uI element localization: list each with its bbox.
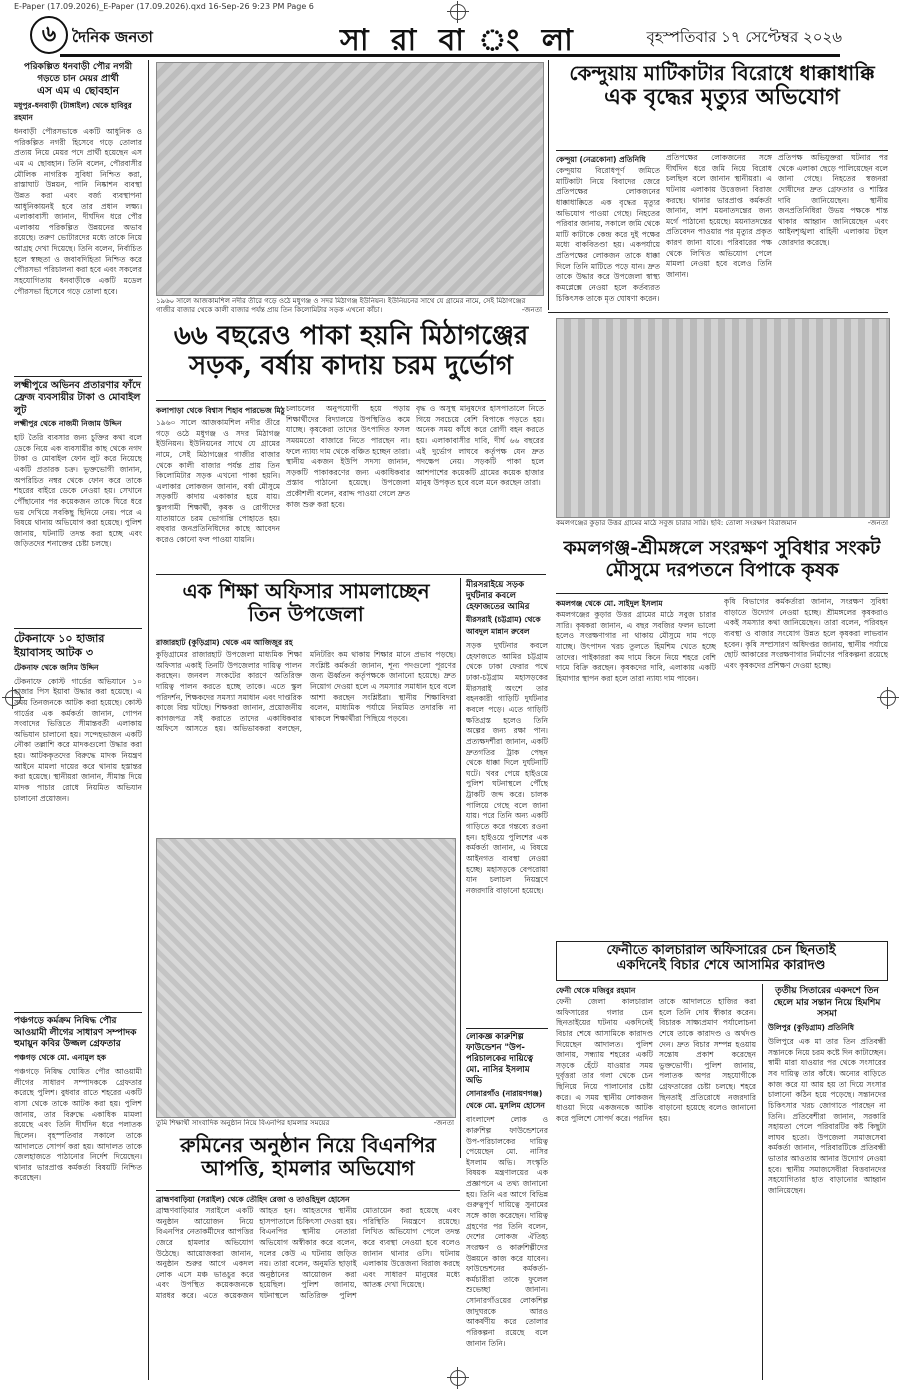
newspaper-name: দৈনিক জনতা xyxy=(72,28,153,46)
story-byline: কেন্দুয়া (নেত্রকোনা) প্রতিনিধি xyxy=(556,155,646,164)
story-byline: পঞ্চগড় থেকে মো. এনামুল হক xyxy=(14,1053,107,1063)
road-photo xyxy=(156,62,544,296)
divider xyxy=(548,312,888,313)
divider xyxy=(14,628,142,629)
story-kicker: পরিকল্পিত ধনবাড়ী পৌর নগরী গড়তে চান মেয়র প্রার্থী xyxy=(23,62,133,84)
story-body: উলিপুরে এক মা তার তিন প্রতিবন্ধী সন্তানকে নিয়ে চরম কষ্টে দিন কাটাচ্ছেন। স্বামী মারা যাওয়ার পর থেকে সংসারের সব দায়িত্ব তার কাঁধে। অন্যের বাড়িতে কাজ করে যা আয় হয় তা দিয়ে সংসার চালানো কঠিন হয়ে পড়েছে। সন্তানদের চিকিৎসার খরচ জোগাতে পারছেন না তিনি। প্রতিবেশীরা জানান, সরকারি সহায়তা পেলে পরিবারটির কষ্ট কিছুটা লাঘব হতো। উপজেলা সমাজসেবা কর্মকর্তা জানান, পরিবারটিকে প্রতিবন্ধী ভাতার আওতায় আনার উদ্যোগ নেওয়া হবে। স্থানীয় সমাজসেবীরা বিত্তবানদের সহযোগিতার হাত বাড়ানোর আহ্বান জানিয়েছেন। xyxy=(768,1037,886,1196)
divider xyxy=(156,1190,460,1191)
story-dhonbari xyxy=(14,62,142,357)
field-photo xyxy=(556,318,890,518)
story-body: বাংলাদেশ লোক ও কারুশিল্প ফাউন্ডেশনের উপ-পরিচালকের দায়িত্ব পেয়েছেন মো. নাসির ইসলাম অভি। সংস্কৃতি বিষয়ক মন্ত্রণালয়ের এক প্রজ্ঞাপনে এ তথ্য জানানো হয়। তিনি এর আগে বিভিন্ন গুরুত্বপূর্ণ দায়িত্বে সুনামের সঙ্গে কাজ করেছেন। দায়িত্ব গ্রহণের পর তিনি বলেন, দেশের লোকজ ঐতিহ্য সংরক্ষণ ও কারুশিল্পীদের উন্নয়নে কাজ করে যাবেন। ফাউন্ডেশনের কর্মকর্তা-কর্মচারীরা তাকে ফুলেল শুভেচ্ছা জানান। সোনারগাঁওয়ের লোকশিল্প জাদুঘরকে আরও আকর্ষণীয় করে তোলার পরিকল্পনা রয়েছে বলে জানান তিনি। xyxy=(466,1115,548,1348)
story-title: এস এম এ ছোবহান xyxy=(36,85,120,98)
photo-credit: -জনতা xyxy=(867,519,888,527)
story-body: কৃষি বিভাগের কর্মকর্তারা জানান, সংরক্ষণ সুবিধা বাড়াতে উদ্যোগ নেওয়া হচ্ছে। শ্রীমঙ্গলের কৃষকরাও একই সমস্যার কথা জানিয়েছেন। তারা বলেন, পরিবহন ব্যবস্থা ও বাজার সংযোগ উন্নত হলে কৃষকরা লাভবান হবেন। কৃষি সম্প্রসারণ অধিদপ্তর জানায়, স্থানীয় পর্যায়ে ছোট আকারের সংরক্ষণাগার নির্মাণের পরিকল্পনা রয়েছে এবং কৃষকদের প্রশিক্ষণ দেওয়া হচ্ছে। xyxy=(724,597,888,670)
story-byline: ব্রাহ্মণবাড়িয়া (সরাইল) থেকে তৌহিদ রেজা ও তাওহিদুল হোসেন xyxy=(156,1195,350,1204)
headline-line: সড়ক, বর্ষায় কাদায় চরম দুর্ভোগ xyxy=(189,350,513,381)
story-byline: কলাপাড়া থেকে বিশ্বাস শিহাব পারভেজ মিঠু xyxy=(156,406,285,415)
story-byline: উলিপুর (কুড়িগ্রাম) প্রতিনিধি xyxy=(768,1023,854,1033)
story-body: ফেনী জেলা কালচারাল অফিসারের গলার চেন ছিনতাইয়ের ঘটনায় একদিনেই বিচার শেষে আসামিকে কারাদণ্ড দিয়েছেন আদালত। পুলিশ জানায়, সন্ধ্যায় শহরের একটি সড়কে হেঁটে যাওয়ার সময় দুর্বৃত্তরা তার গলা থেকে চেন ছিনিয়ে নিয়ে পালানোর চেষ্টা করে। এ সময় স্থানীয় লোকজন ধাওয়া দিয়ে একজনকে আটক করে পুলিশে সোপর্দ করে। পরদিন তাকে আদালতে হাজির করা হলে তিনি দোষ স্বীকার করেন। বিচারক সাক্ষ্যপ্রমাণ পর্যালোচনা শেষে তাকে কারাদণ্ড ও অর্থদণ্ড দেন। দ্রুত বিচার সম্পন্ন হওয়ায় সন্তোষ প্রকাশ করেছেন ভুক্তভোগী। পুলিশ জানায়, পলাতক অপর সহযোগীকে গ্রেফতারের চেষ্টা চলছে। শহরে ছিনতাই প্রতিরোধে নজরদারি বাড়ানো হয়েছে বলেও জানানো হয়। xyxy=(556,997,756,1124)
story-body: কেন্দুয়ায় বিরোধপূর্ণ জমিতে মাটিকাটা নিয়ে বিবাদের জেরে প্রতিপক্ষের লোকজনের ধাক্কাধাক্কিতে এক বৃদ্ধের মৃত্যুর অভিযোগ পাওয়া গেছে। নিহতের পরিবার জানায়, সকালে জমি থেকে মাটি কাটাকে কেন্দ্র করে দুই পক্ষের মধ্যে বাকবিতণ্ডা হয়। একপর্যায়ে প্রতিপক্ষের লোকজন তাকে ধাক্কা দিলে তিনি মাটিতে পড়ে যান। দ্রুত তাকে উদ্ধার করে উপজেলা স্বাস্থ্য কমপ্লেক্সে নেওয়া হলে কর্তব্যরত চিকিৎসক তাকে মৃত ঘোষণা করেন। xyxy=(556,166,660,303)
caption-text: কমলগঞ্জের কুড়ার উত্তর গ্রামের মাঠে সবুজ চারার সারি। ছবি: তোলা সংরক্ষণ বিরাজমান xyxy=(556,519,797,527)
column-rule xyxy=(548,60,549,310)
photo-credit: -জনতা xyxy=(521,306,542,315)
story-byline: সোনারগাঁও (নারায়ণগঞ্জ) থেকে মো. মুসলিম হোসেন xyxy=(466,1089,545,1111)
story-teknaf xyxy=(14,632,142,982)
story-body: হাট তৈরি ব্যবসার জন্য চুক্তির কথা বলে ডেকে নিয়ে এক ব্যবসায়ীর কাছ থেকে নগদ টাকা ও মোবাইল ফোন লুট করে নিয়েছে একটি প্রতারক চক্র। ভুক্তভোগী জানান, অপরিচিত নম্বর থেকে ফোন করে তাকে শহরের বাইরে ডেকে নেওয়া হয়। সেখানে পৌঁছানোর পর কয়েকজন তাকে ঘিরে ধরে ভয় দেখিয়ে সবকিছু ছিনিয়ে নেয়। পরে এ বিষয়ে থানায় অভিযোগ করা হয়েছে। পুলিশ জানায়, ঘটনাটি তদন্ত করা হচ্ছে এবং জড়িতদের শনাক্তের চেষ্টা চলছে। xyxy=(14,433,142,549)
story-body: বৃদ্ধ ও অসুস্থ মানুষদের হাসপাতালে নিতে গিয়ে সবচেয়ে বেশি বিপাকে পড়তে হয়। অনেক সময় কাঁধে করে রোগী বহন করতে হয়। এলাকাবাসীর দাবি, দীর্ঘ ৬৬ বছরের এই দুর্ভোগ লাঘবে কর্তৃপক্ষ যেন দ্রুত পদক্ষেপ নেয়। সড়কটি পাকা হলে আশপাশের কয়েকটি গ্রামের কয়েক হাজার মানুষ উপকৃত হবে বলে মনে করছেন তারা। xyxy=(416,404,544,488)
story-body: ব্রাহ্মণবাড়িয়ার সরাইলে একটি অনুষ্ঠান আয়োজন নিয়ে বিএনপির নেতাকর্মীদের আপত্তির জেরে হামলার অভিযোগ উঠেছে। আয়োজকরা জানান, অনুষ্ঠান শুরুর আগে একদল লোক এসে মঞ্চ ভাঙচুর করে এবং উপস্থিত কয়েকজনকে মারধর করে। এতে কয়েকজন আহত হন। আহতদের স্থানীয় হাসপাতালে চিকিৎসা দেওয়া হয়। বিএনপির স্থানীয় নেতারা অভিযোগ অস্বীকার করে বলেন, দলের কেউ এ ঘটনায় জড়িত নয়। তারা বলেন, অনুমতি ছাড়াই অনুষ্ঠানের আয়োজন করা হয়েছিল। পুলিশ জানায়, ঘটনাস্থলে অতিরিক্ত পুলিশ মোতায়েন করা হয়েছে এবং পরিস্থিতি নিয়ন্ত্রণে রয়েছে। লিখিত অভিযোগ পেলে তদন্ত করে ব্যবস্থা নেওয়া হবে বলেও জানান থানার ওসি। ঘটনায় এলাকায় উত্তেজনা বিরাজ করছে এবং সাধারণ মানুষের মধ্যে আতঙ্ক দেখা দিয়েছে। xyxy=(156,1206,460,1301)
story-title: পঞ্চগড়ে কর্মক্রম নিষিদ্ধ পৌর আওয়ামী লীগের সাধারণ সম্পাদক হুমায়ুন কবির উজ্জল গ্রেফতার xyxy=(14,1016,137,1050)
page-number: ৬ xyxy=(30,16,68,54)
story-mirsarai xyxy=(466,580,548,976)
story-byline: লক্ষ্মীপুর থেকে নাজমী নিজাম উদ্দিন xyxy=(14,419,122,429)
story-body: কমলগঞ্জের কুড়ার উত্তর গ্রামের মাঠে সবুজ চারার সারি। কৃষকরা জানান, এ বছর সবজির ফলন ভালো হলেও সংরক্ষণাগার না থাকায় মৌসুমে দাম পড়ে যাচ্ছে। উৎপাদন খরচ তুলতে হিমশিম খেতে হচ্ছে তাদের। পাইকাররা কম দামে কিনে নিয়ে শহরে বেশি দামে বিক্রি করছেন। কৃষকদের দাবি, এলাকায় একটি হিমাগার স্থাপন করা হলে তারা ন্যায্য দাম পাবেন। xyxy=(556,610,716,683)
headline-mithaganj xyxy=(156,322,546,382)
divider xyxy=(156,400,546,401)
headline-line: কেন্দুয়ায় মাটিকাটার বিরোধে ধাক্কাধাক্কি xyxy=(569,61,875,85)
issue-date: বৃহস্পতিবার ১৭ সেপ্টেম্বর ২০২৬ xyxy=(646,28,842,46)
story-title: লোকজ্ঞ কারুশিল্প ফাউন্ডেশন "উপ-পরিচালকের দায়িত্বে মো. নাসির ইসলাম অভি xyxy=(466,1032,534,1087)
section-title: সা রা বা ং লা xyxy=(340,23,579,58)
headline-kamalganj xyxy=(556,538,888,582)
headline-line: মৌসুমে দরপতনে বিপাকে কৃষক xyxy=(605,558,839,581)
story-body: ১৯৬০ সালে আজকামশিল নদীর তীরে গড়ে ওঠে মধুগঞ্জ ও সদর মিঠাগঞ্জ ইউনিয়ন। ইউনিয়নের সাথে যে গ্রামের নামে, সেই মিঠাগঞ্জের গাজীর বাজার থেকে কালী বাজার পর্যন্ত প্রায় তিন কিলোমিটার সড়ক এখনো পাকা হয়নি। এলাকার লোকজন জানান, বর্ষা মৌসুমে সড়কটি কাদায় একাকার হয়ে যায়। স্কুলগামী শিক্ষার্থী, কৃষক ও রোগীদের যাতায়াতে চরম ভোগান্তি পোহাতে হয়। বহুবার জনপ্রতিনিধিদের কাছে আবেদন করেও কোনো ফল পাওয়া যায়নি। xyxy=(156,418,280,545)
photo-credit: -জনতা xyxy=(433,1119,454,1127)
column-rule xyxy=(460,578,461,1158)
story-body: ধনবাড়ী পৌরসভাকে একটি আধুনিক ও পরিকল্পিত নগরী হিসেবে গড়ে তোলার প্রত্যয় নিয়ে মেয়র পদে প্রার্থী হয়েছেন এস এম এ ছোবহান। তিনি বলেন, পৌরবাসীর মৌলিক নাগরিক সুবিধা নিশ্চিত করা, রাস্তাঘাট উন্নয়ন, পানি নিষ্কাশন ব্যবস্থা উন্নত করা এবং বর্জ্য ব্যবস্থাপনা আধুনিকায়নই হবে তার প্রধান লক্ষ্য। এলাকাবাসী জানান, দীর্ঘদিন ধরে পৌর এলাকায় পরিকল্পিত উন্নয়নের অভাব রয়েছে। তরুণ ভোটারদের মধ্যে তাকে নিয়ে আগ্রহ দেখা দিয়েছে। তিনি বলেন, নির্বাচিত হলে স্বচ্ছতা ও জবাবদিহিতা নিশ্চিত করে পৌরসভা পরিচালনা করা হবে এবং সকলের সহযোগিতায় ধনবাড়ীকে একটি মডেল পৌরসভা হিসেবে গড়ে তোলা হবে। xyxy=(14,127,142,296)
headline-line: কমলগঞ্জ-শ্রীমঙ্গলে সংরক্ষণ সুবিধার সংকট xyxy=(563,537,881,559)
headline-line: রুমিনের অনুষ্ঠান নিয়ে বিএনপির xyxy=(180,1133,436,1157)
headline-line: ফেনীতে কালচারাল অফিসারের চেন ছিনতাই xyxy=(606,943,836,958)
story-body: সড়ক দুর্ঘটনার কবলে হেফাজতে আমির চট্টগ্রাম থেকে ঢাকা ফেরার পথে ঢাকা-চট্টগ্রাম মহাসড়কের মীরসরাই অংশে তার বহনকারী গাড়িটি দুর্ঘটনার কবলে পড়ে। এতে গাড়িটি ক্ষতিগ্রস্ত হলেও তিনি অল্পের জন্য রক্ষা পান। প্রত্যক্ষদর্শীরা জানান, একটি দ্রুতগতির ট্রাক পেছন থেকে ধাক্কা দিলে দুর্ঘটনাটি ঘটে। খবর পেয়ে হাইওয়ে পুলিশ ঘটনাস্থলে পৌঁছে ট্রাকটি জব্দ করে। চালক পালিয়ে গেছে বলে জানা যায়। পরে তিনি অন্য একটি গাড়িতে করে গন্তব্যে রওনা হন। হাইওয়ে পুলিশের এক কর্মকর্তা জানান, এ বিষয়ে আইনগত ব্যবস্থা নেওয়া হচ্ছে। মহাসড়কে বেপরোয়া যান চলাচল নিয়ন্ত্রণে নজরদারি বাড়ানো হয়েছে। xyxy=(466,641,548,895)
divider xyxy=(556,150,888,151)
headline-kendua xyxy=(556,62,888,110)
story-body: পঞ্চগড়ে নিষিদ্ধ ঘোষিত পৌর আওয়ামী লীগের সাধারণ সম্পাদককে গ্রেফতার করেছে পুলিশ। বুধবার রাতে শহরের একটি বাসা থেকে তাকে আটক করা হয়। পুলিশ জানায়, তার বিরুদ্ধে একাধিক মামলা রয়েছে এবং তিনি দীর্ঘদিন ধরে পলাতক ছিলেন। বৃহস্পতিবার সকালে তাকে আদালতে সোপর্দ করা হয়। আদালত তাকে জেলহাজতে পাঠানোর নির্দেশ দিয়েছেন। থানার ভারপ্রাপ্ত কর্মকর্তা বিষয়টি নিশ্চিত করেছেন। xyxy=(14,1067,142,1183)
photo-caption xyxy=(156,297,542,317)
story-body: প্রতিপক্ষ অভিযুক্তরা ঘটনার পর থেকে এলাকা ছেড়ে পালিয়েছেন বলে জানা গেছে। নিহতের স্বজনরা দোষীদের দ্রুত গ্রেফতার ও শাস্তির দাবি জানিয়েছেন। স্থানীয় জনপ্রতিনিধিরা উভয় পক্ষকে শান্ত থাকার আহ্বান জানিয়েছেন এবং আইনশৃঙ্খলা বাহিনী এলাকায় টহল জোরদার করেছে। xyxy=(778,153,888,248)
story-byline: মীরসরাই (চট্টগ্রাম) থেকে আবদুল মান্নান রুবেল xyxy=(466,615,541,637)
story-title: লক্ষ্মীপুরে অভিনব প্রতারণার ফাঁদে ফ্রেজ ব্যবসায়ীর টাকা ও মোবাইল লুট xyxy=(14,380,141,416)
column-rule xyxy=(762,984,763,1380)
story-body: কুড়িগ্রামের রাজারহাট উপজেলা মাধ্যমিক শিক্ষা অফিসার একাই তিনটি উপজেলার দায়িত্ব পালন করছেন। জনবল সংকটের কারণে অতিরিক্ত দায়িত্ব পালন করতে হচ্ছে তাকে। এতে স্কুল পরিদর্শন, শিক্ষকদের সমস্যা সমাধান এবং দাপ্তরিক কাজে বিঘ্ন ঘটছে। শিক্ষকরা জানান, প্রয়োজনীয় কাগজপত্র সই করাতে তাদের একাধিকবার অফিসে আসতে হয়। অভিভাবকরা বলছেন, মনিটরিং কম থাকায় শিক্ষার মানে প্রভাব পড়ছে। সংশ্লিষ্ট কর্মকর্তা জানান, শূন্য পদগুলো পূরণের জন্য ঊর্ধ্বতন কর্তৃপক্ষকে জানানো হয়েছে। দ্রুত নিয়োগ দেওয়া হলে এ সমস্যার সমাধান হবে বলে আশা করছেন সংশ্লিষ্টরা। স্থানীয় শিক্ষাবিদরা বলেন, মাধ্যমিক পর্যায়ে নিয়মিত তদারকি না থাকলে শিক্ষার্থীরা পিছিয়ে পড়বে। xyxy=(156,650,456,734)
story-body: টেকনাফে কোস্ট গার্ডের অভিযানে ১০ হাজার পিস ইয়াবা উদ্ধার করা হয়েছে। এ সময় তিনজনকে আটক করা হয়েছে। কোস্ট গার্ডের এক কর্মকর্তা জানান, গোপন সংবাদের ভিত্তিতে সীমান্তবর্তী এলাকায় অভিযান চালানো হয়। সন্দেহভাজন একটি নৌকা তল্লাশি করে মাদকগুলো উদ্ধার করা হয়। আটককৃতদের বিরুদ্ধে মাদক নিয়ন্ত্রণ আইনে মামলা দায়ের করে থানায় হস্তান্তর করা হয়েছে। স্থানীয়রা জানান, সীমান্ত দিয়ে মাদক পাচার রোধে নিয়মিত অভিযান চালানো প্রয়োজন। xyxy=(14,676,142,803)
divider xyxy=(156,574,546,575)
headline-rumin xyxy=(156,1134,460,1180)
story-byline: টেকনাফ থেকে জসিম উদ্দিন xyxy=(14,662,99,672)
story-body: প্রতিপক্ষের লোকজনের সঙ্গে দীর্ঘদিন ধরে জমি নিয়ে বিরোধ চলছিল বলে জানান স্থানীয়রা। এ ঘটনায় এলাকায় উত্তেজনা বিরাজ করছে। থানার ভারপ্রাপ্ত কর্মকর্তা জানান, লাশ ময়নাতদন্তের জন্য মর্গে পাঠানো হয়েছে। ময়নাতদন্তের প্রতিবেদন পাওয়ার পর মৃত্যুর প্রকৃত কারণ জানা যাবে। পরিবারের পক্ষ থেকে লিখিত অভিযোগ পেলে মামলা নেওয়া হবে বলেও তিনি জানান। xyxy=(666,153,772,280)
headline-line: একদিনেই বিচার শেষে আসামির কারাদণ্ড xyxy=(616,957,826,973)
headline-feni xyxy=(560,944,882,974)
photo-caption xyxy=(556,519,888,531)
story-title: মীরসরাইয়ে সড়ক দুর্ঘটনার কবলে হেফাজতের আমির xyxy=(466,580,530,613)
story-title: তৃতীয় সিতারের একদশে তিন ছেলে মার সন্তান নিয়ে হিমশিম সসমা xyxy=(773,986,881,1020)
divider xyxy=(14,376,142,377)
headline-line: তিন উপজেলা xyxy=(248,602,364,626)
story-panchagarh xyxy=(14,1016,142,1362)
print-slug: E-Paper (17.09.2026)_E-Paper (17.09.2026).qxd 16-Sep-26 9:23 PM Page 6 xyxy=(14,2,314,11)
story-lakshmipur xyxy=(14,380,142,623)
caption-text: ১৯৬০ সালে আজকামশিল নদীর তীরে গড়ে ওঠে মধুগঞ্জ ও সদর মিঠাগঞ্জ ইউনিয়ন। ইউনিয়নের সাথে যে গ্রামের নামে, সেই মিঠাগঞ্জের গাজীর বাজার থেকে কালী বাজার পর্যন্ত প্রায় তিন কিলোমিটার সড়ক এখনো কাঁচা। xyxy=(156,297,526,315)
story-byline: মধুপুর-ধনবাড়ী (টাঙ্গাইল) থেকে হাবিবুর রহমান xyxy=(14,101,132,123)
headline-line: এক বৃদ্ধের মৃত্যুর অভিযোগ xyxy=(604,84,840,110)
story-byline: কমলগঞ্জ থেকে মো. সাইদুল ইসলাম xyxy=(556,599,663,608)
divider xyxy=(466,1028,548,1029)
divider xyxy=(556,593,888,594)
divider xyxy=(14,1012,142,1013)
headline-line: এক শিক্ষা অফিসার সামলাচ্ছেন xyxy=(182,579,430,603)
story-sitakunda xyxy=(768,986,886,1377)
story-lokkhya xyxy=(466,1032,548,1385)
attack-photo xyxy=(156,838,456,1118)
caption-text: তুমি শিক্ষার্থী সাংবাদিক অনুষ্ঠান নিয়ে বিএনপির হামলার সময়ের xyxy=(156,1119,330,1127)
headline-education xyxy=(156,580,456,626)
photo-caption xyxy=(156,1119,454,1131)
story-byline: রাজারহাট (কুড়িগ্রাম) থেকে এম আজিজুর রহ xyxy=(156,638,293,647)
story-body: চলাচলের অনুপযোগী হয়ে পড়ায় শিক্ষার্থীদের বিদ্যালয়ে উপস্থিতিও কমে যাচ্ছে। কৃষকেরা তাদের উৎপাদিত ফসল সময়মতো বাজারে নিতে পারছেন না। ফলে ন্যায্য দাম থেকে বঞ্চিত হচ্ছেন তারা। স্থানীয় একজন ইউপি সদস্য জানান, সড়কটি পাকাকরণের জন্য একাধিকবার প্রস্তাব পাঠানো হয়েছে। উপজেলা প্রকৌশলী বলেন, বরাদ্দ পাওয়া গেলে দ্রুত কাজ শুরু করা হবে। xyxy=(286,404,410,509)
headline-line: ৬৬ বছরেও পাকা হয়নি মিঠাগঞ্জের xyxy=(173,321,529,351)
story-byline: ফেনী থেকে মজিবুর রহমান xyxy=(556,986,636,995)
headline-line: আপত্তি, হামলার অভিযোগ xyxy=(201,1156,415,1180)
column-rule xyxy=(148,60,149,1380)
story-title: টেকনাফে ১০ হাজার ইয়াবাসহ আটক ৩ xyxy=(14,632,105,660)
